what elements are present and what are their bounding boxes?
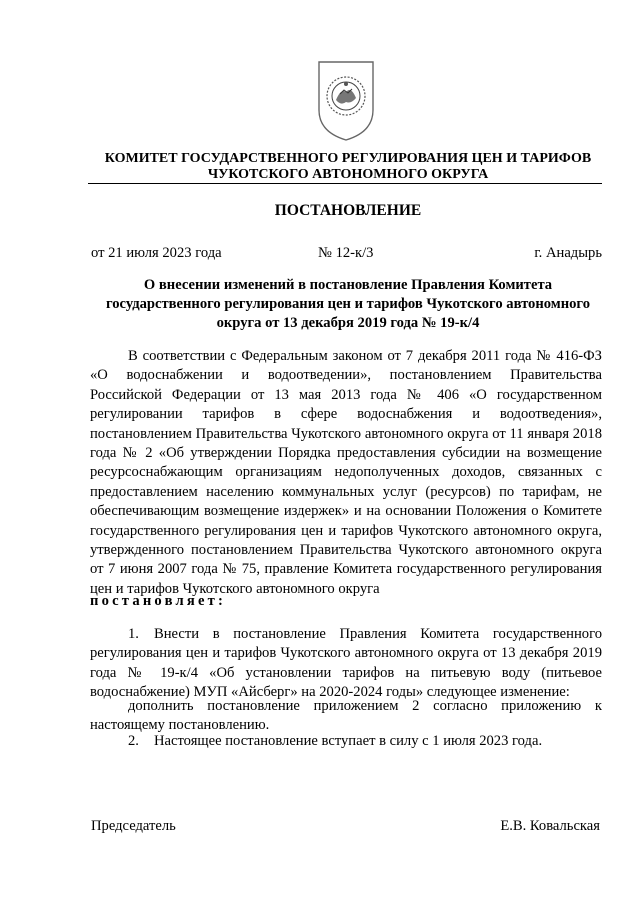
list-item (90, 732, 602, 751)
list-item-subclause: дополнить постановление приложением 2 согласно приложению к настоящему постановлению. (90, 698, 602, 734)
document-date: от 21 июля 2023 года (91, 245, 222, 261)
list-item (90, 625, 602, 703)
org-name-line2: ЧУКОТСКОГО АВТОНОМНОГО ОКРУГА (207, 167, 489, 182)
list-item-text: Настоящее постановление вступает в силу с 1 июля 2023 года. (154, 733, 543, 749)
list-item-number: 1. (128, 626, 139, 642)
preamble-paragraph: В соответствии с Федеральным законом от 7 декабря 2011 года № 416-ФЗ «О водоснабжении и водоотведении», постановлением Правительства Российской Федерации от 13 мая 2013 года № 406 «О государственном регулировании тарифов в сфере водоснабжения и водоотведения», постановлением Правительства Чукотского автономного округа от 11 января 2018 года № 2 «Об утверждении Порядка предоставления субсидии на возмещение ресурсоснабжающим организациям недополученных доходов, связанных с предоставлением населению коммунальных услуг (ресурсов) по тарифам, не обеспечивающим возмещение издержек» и на основании Положения о Комитете государственного регулирования цен и тарифов Чукотского автономного округа, утвержденного постановлением Правительства Чукотского автономного округа от 7 июня 2007 года № 75, правление Комитета государственного регулирования цен и тарифов Чукотского автономного округа (90, 348, 602, 597)
document-subject: О внесении изменений в постановление Правления Комитета государственного регулирования цен и тарифов Чукотского автономного округа от 13 декабря 2019 года № 19-к/4 (105, 277, 590, 331)
coat-of-arms-icon (315, 58, 377, 142)
signatory-name: Е.В. Ковальская (500, 818, 600, 834)
document-number: № 12-к/3 (318, 245, 374, 261)
document-city: г. Анадырь (534, 245, 602, 261)
document-type: ПОСТАНОВЛЕНИЕ (274, 202, 422, 219)
list-item-number: 2. (128, 733, 139, 749)
header-divider (88, 183, 602, 184)
list-item-text: Внести в постановление Правления Комитета государственного регулирования цен и тарифов Чукотского автономного округа от 13 декабря 2019 года № 19-к/4 «Об установлении тарифов на питьевую воду (питьевое водоснабжение) МУП «Айсберг» на 2020-2024 годы» следующее изменение: (90, 626, 602, 701)
org-name-line1: КОМИТЕТ ГОСУДАРСТВЕННОГО РЕГУЛИРОВАНИЯ ЦЕН И ТАРИФОВ (104, 151, 592, 166)
resolve-word: постановляет: (90, 593, 227, 609)
signatory-role: Председатель (91, 818, 176, 834)
